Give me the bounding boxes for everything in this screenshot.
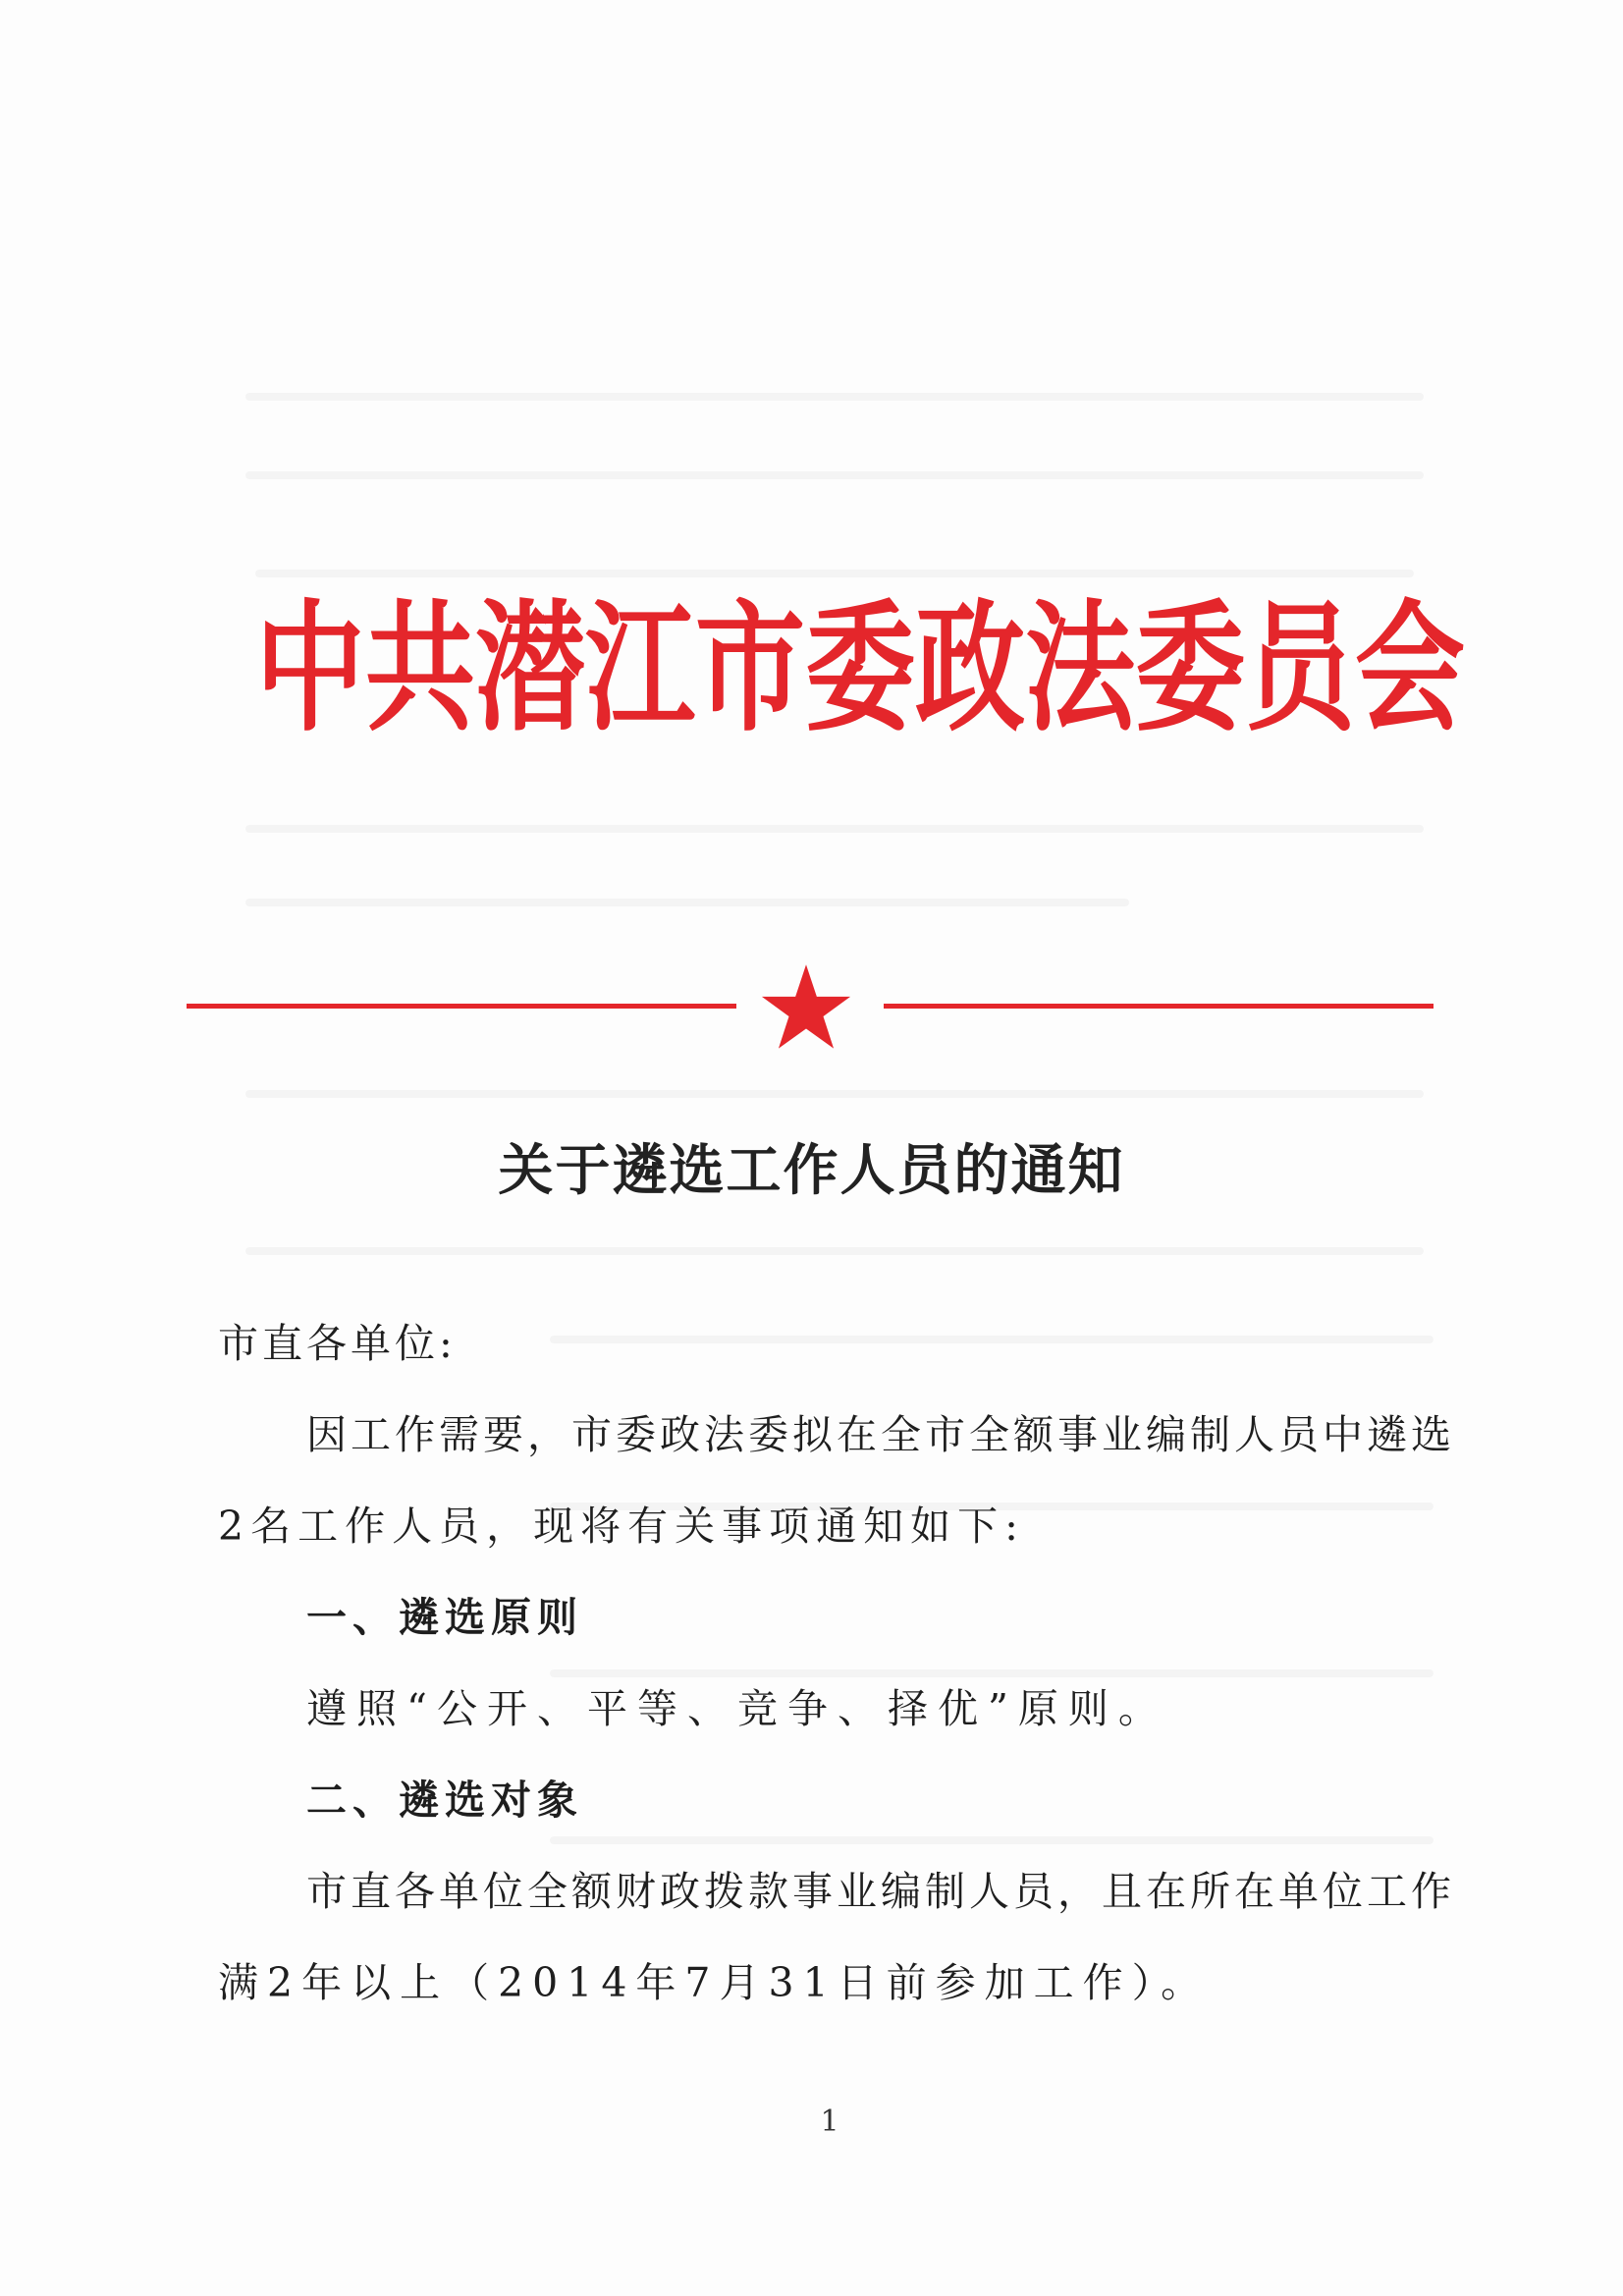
section-body: 遵照“公开、平等、竞争、择优”原则。 — [306, 1685, 1168, 1732]
section-heading: 二、遴选对象 — [306, 1777, 583, 1824]
salutation: 市直各单位: — [218, 1320, 457, 1367]
scan-bleed — [255, 570, 1414, 577]
section-body-line: 市直各单位全额财政拨款事业编制人员，且在所在单位工作 — [306, 1868, 1455, 1915]
scan-bleed — [245, 825, 1424, 833]
document-title: 关于遴选工作人员的通知 — [498, 1139, 1125, 1203]
scan-bleed — [245, 1247, 1424, 1255]
intro-paragraph-line: 因工作需要，市委政法委拟在全市全额事业编制人员中遴选 — [306, 1411, 1455, 1458]
scan-bleed — [550, 1336, 1434, 1343]
intro-paragraph-line: 2名工作人员，现将有关事项通知如下: — [218, 1503, 1025, 1550]
scan-bleed — [245, 899, 1129, 906]
page-number: 1 — [820, 2105, 839, 2139]
scan-bleed — [245, 1090, 1424, 1098]
scan-bleed — [245, 471, 1424, 479]
letterhead-rule-right — [884, 1004, 1434, 1009]
section-heading: 一、遴选原则 — [306, 1594, 583, 1641]
scan-bleed — [550, 1669, 1434, 1677]
letterhead-rule-left — [187, 1004, 736, 1009]
section-body-line: 满2年以上（2014年7月31日前参加工作）。 — [218, 1959, 1211, 2006]
red-star-icon — [761, 964, 851, 1051]
scan-bleed — [245, 393, 1424, 401]
letterhead-organization: 中共潜江市委政法委员会 — [255, 587, 1465, 751]
scan-bleed — [550, 1836, 1434, 1844]
